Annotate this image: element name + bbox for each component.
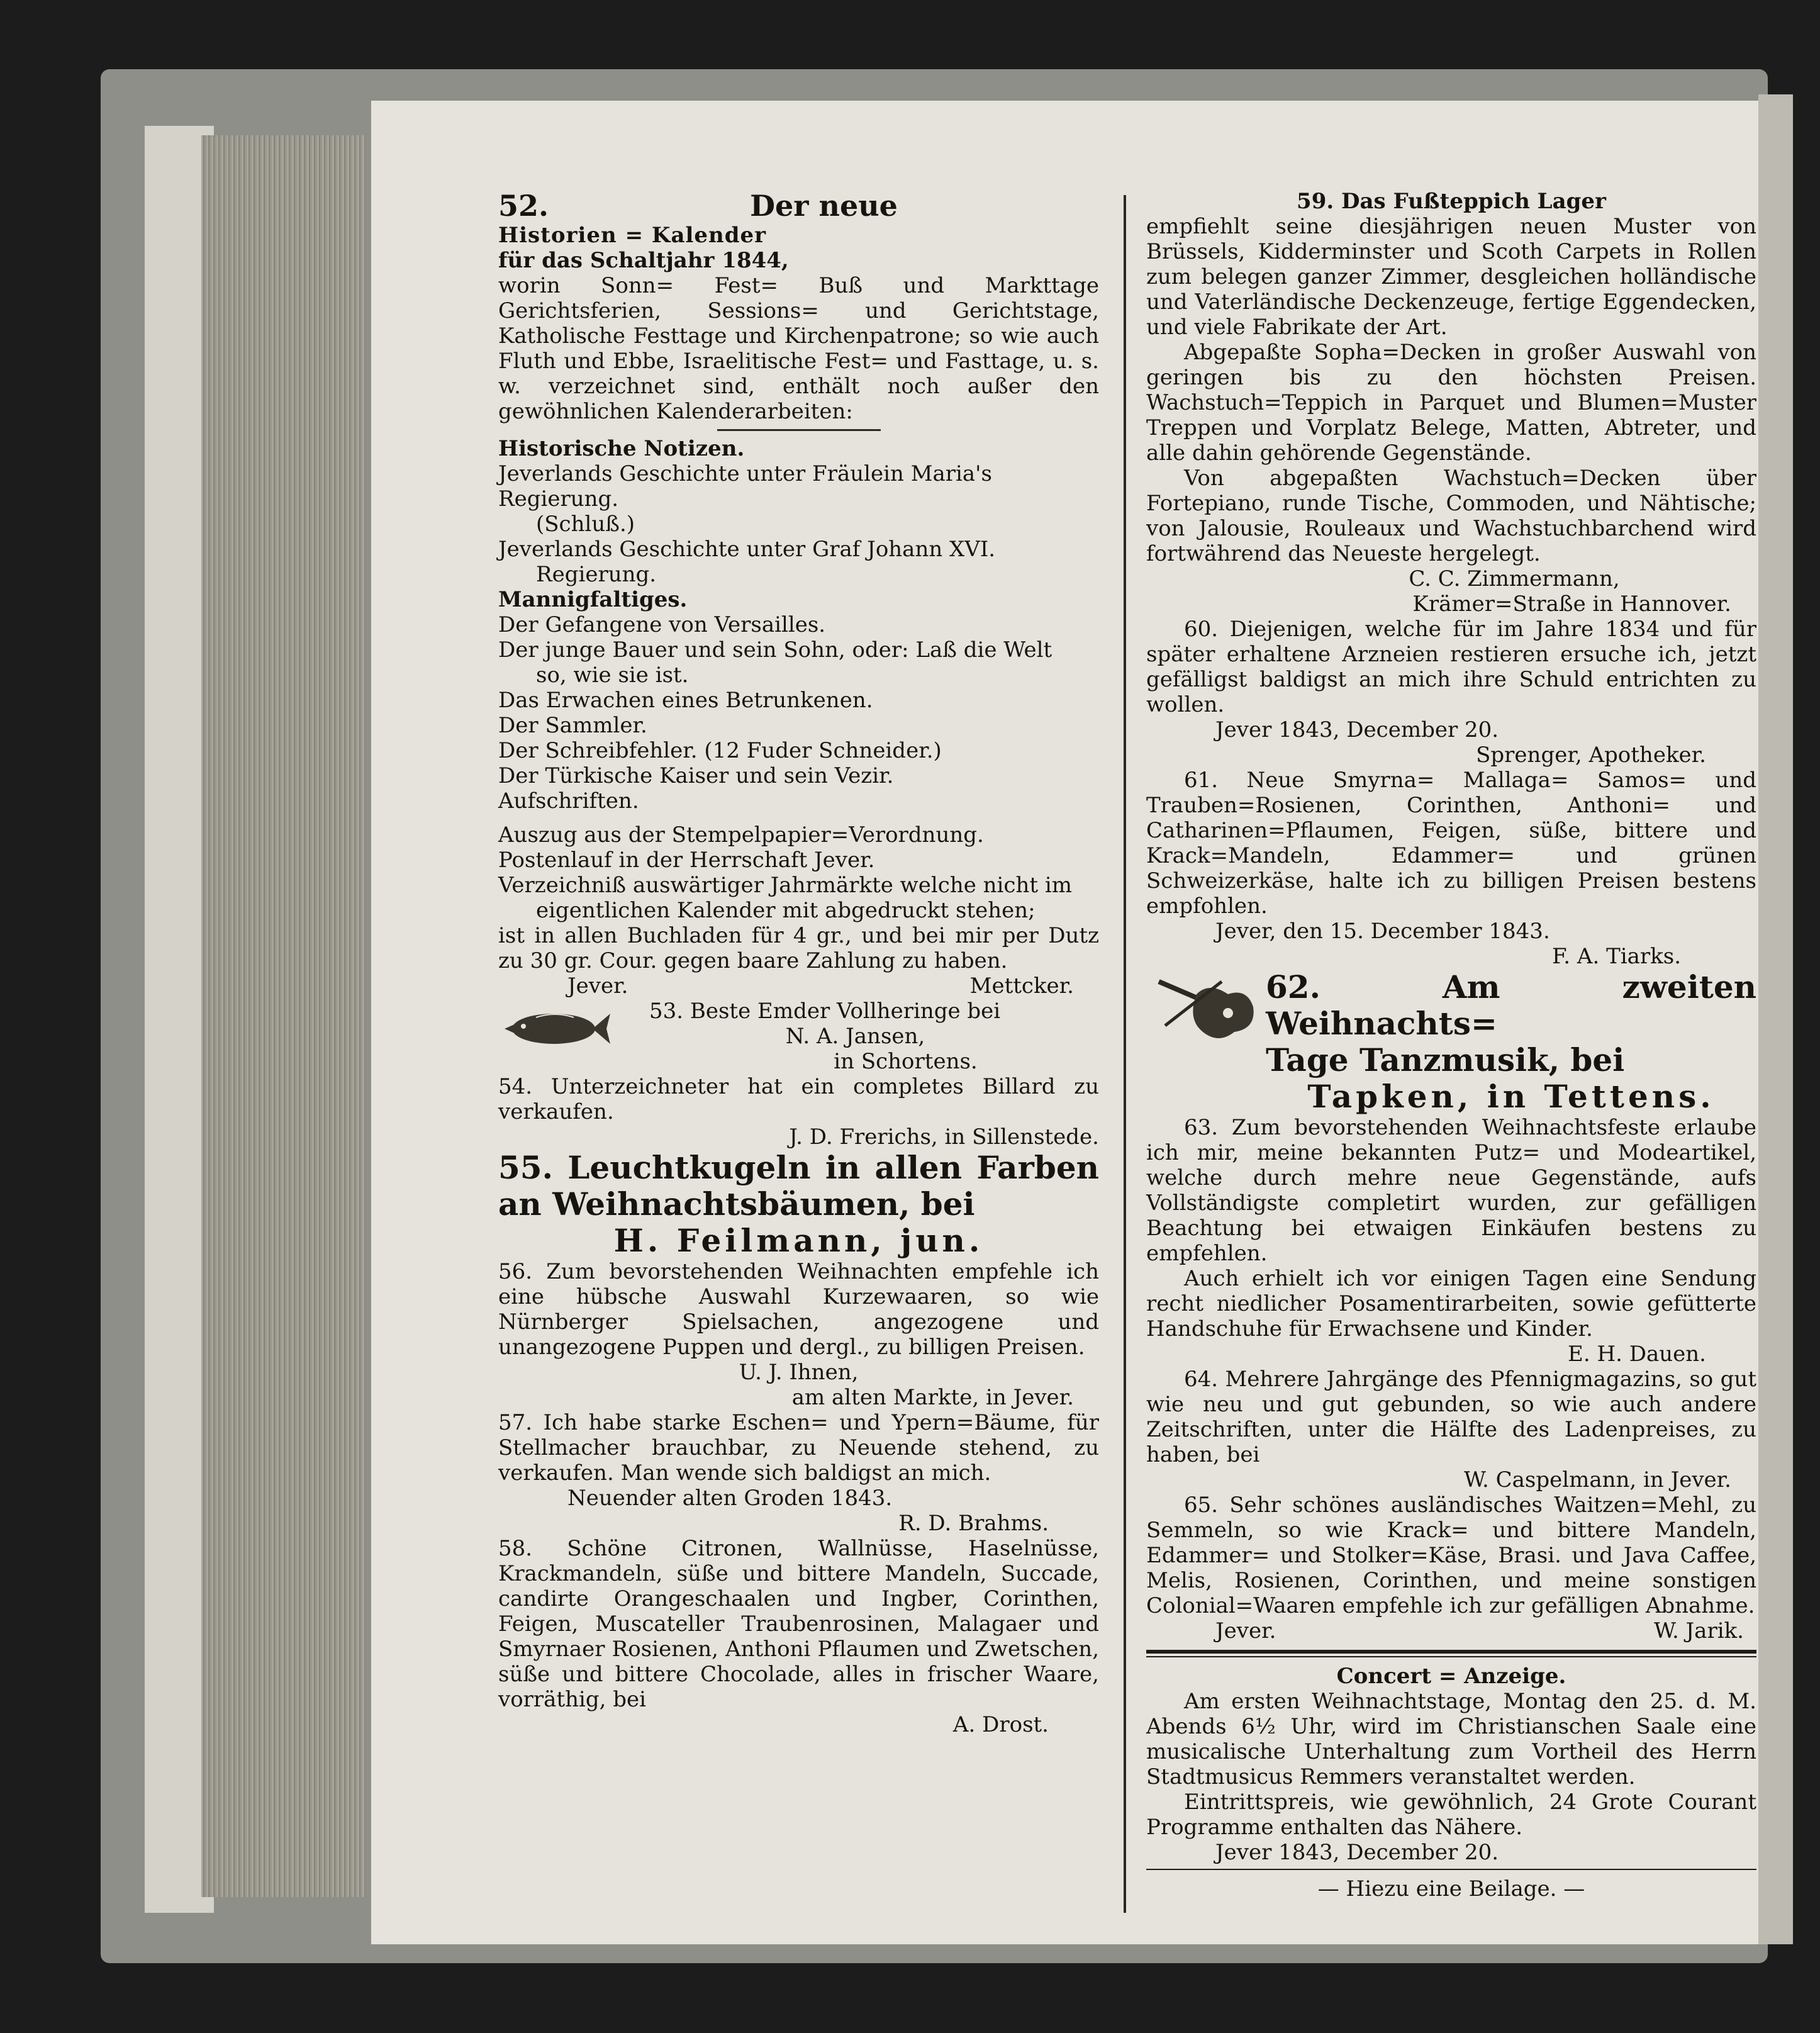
masthead-title: Historien = Kalender — [498, 223, 767, 248]
ad-place: in Schortens. — [834, 1049, 978, 1074]
list-item: (Schluß.) — [536, 512, 635, 537]
concert-title: Concert = Anzeige. — [1336, 1664, 1566, 1689]
miscellany-list — [498, 612, 1099, 814]
ad-60: 60. Diejenigen, welche für im Jahre 1834 und für später erhaltene Arzneien restieren ersuche ich, jetzt gefälligst baldigst an mich ihre Schuld entrichten zu wollen. — [1146, 617, 1756, 717]
page-stack-edge — [201, 135, 365, 1897]
ad-63-text: Auch erhielt ich vor einigen Tagen eine Sendung recht niedlicher Posamentirarbeiten, sowie gefütterte Handschuhe für Erwachsene und Kinder. — [1146, 1266, 1756, 1341]
ad-59-text: Abgepaßte Sopha=Decken in großer Auswahl von geringen bis zu den höchsten Preisen. Wachstuch=Teppich in Parquet und Blumen=Muster Treppen und Vorplatz Belege, Matten, Abtreter, und alle dahin gehörende Gegenstände. — [1146, 340, 1756, 466]
list-item: Auszug aus der Stempelpapier=Verordnung. — [498, 822, 984, 848]
ad-59-text: Von abgepaßten Wachstuch=Decken über Fortepiano, runde Tische, Commoden, und Nähtische; von Jalousie, Rouleaux und Wachstuchbarchend wird fortwährend das Neueste hergelegt. — [1146, 466, 1756, 566]
rule — [1146, 1656, 1756, 1657]
ad-56: 56. Zum bevorstehenden Weihnachten empfehle ich eine hübsche Auswahl Kurzewaaren, so wie Nürnberger Spielsachen, angezogene und unangezogene Puppen und dergl., zu billigen Preisen. — [498, 1259, 1099, 1360]
column-divider — [1124, 195, 1126, 1913]
ad-59-signature: C. C. Zimmermann, — [1409, 566, 1620, 591]
ad-55-signature: H. Feilmann, jun. — [613, 1222, 984, 1259]
list-item: Postenlauf in der Herrschaft Jever. — [498, 848, 875, 873]
masthead-subtitle: für das Schaltjahr 1844, — [498, 248, 789, 273]
list-item: Jeverlands Geschichte unter Fräulein Maria's Regierung. — [498, 461, 992, 512]
ad-55: 55. Leuchtkugeln in allen Farben an Weihnachtsbäumen, bei — [498, 1149, 1099, 1223]
list-item: Das Erwachen eines Betrunkenen. — [498, 688, 873, 713]
ad-65-place: Jever. — [1215, 1618, 1276, 1644]
ad-57: 57. Ich habe starke Eschen= und Ypern=Bäume, für Stellmacher brauchbar, zu Neuende stehend, zu verkaufen. Man wende sich baldigst an mich. — [498, 1410, 1099, 1486]
rule — [1146, 1650, 1756, 1654]
list-item: Verzeichniß auswärtiger Jahrmärkte welche nicht im — [498, 873, 1072, 898]
list-item: Der Sammler. — [498, 713, 647, 738]
list-item: eigentlichen Kalender mit abgedruckt stehen; — [536, 898, 1036, 923]
signature: Mettcker. — [969, 973, 1074, 999]
violin-icon — [1146, 969, 1266, 1053]
ad-53 — [498, 999, 1099, 1074]
rule — [1146, 1869, 1756, 1870]
list-item: Regierung. — [536, 562, 657, 587]
concert-date: Jever 1843, December 20. — [1215, 1840, 1499, 1865]
list-item: Der Gefangene von Versailles. — [498, 612, 826, 637]
ad-63: 63. Zum bevorstehenden Weihnachtsfeste erlaube ich mir, meine bekannten Putz= und Modeartikel, welche durch mehre neue Gegenstände, aufs Vollständigste completirt wurden, zur gefälligen Beachtung bei etwaigen Einkäufen bestens zu empfehlen. — [1146, 1115, 1756, 1266]
ad-name: N. A. Jansen, — [785, 1024, 925, 1049]
masthead-top — [498, 189, 1099, 223]
ad-59-text: empfiehlt seine diesjährigen neuen Muster von Brüssels, Kidderminster und Scoth Carpets in Rollen zum belegen ganzer Zimmer, desgleichen holländische und Vaterländische Deckenzeuge, fertige Eggendecken, und viele Fabrikate der Art. — [1146, 214, 1756, 340]
ad-61-date: Jever, den 15. December 1843. — [1215, 919, 1550, 944]
ad-64-signature: W. Caspelmann, in Jever. — [1463, 1467, 1731, 1493]
ad-number: 52. — [498, 189, 549, 223]
list-item: Der Schreibfehler. (12 Fuder Schneider.) — [498, 738, 942, 763]
page-footer: — Hiezu eine Beilage. — — [1317, 1876, 1585, 1901]
ad-58-signature: A. Drost. — [952, 1712, 1049, 1737]
ad-56-name: U. J. Ihnen, — [739, 1360, 859, 1385]
ad-59-title: 59. Das Fußteppich Lager — [1297, 189, 1606, 214]
list-item: Aufschriften. — [498, 788, 639, 814]
ad-text: 53. Beste Emder Vollheringe bei — [649, 999, 1001, 1024]
historical-list — [498, 461, 1099, 587]
price-line: ist in allen Buchladen für 4 gr., und bei mir per Dutz zu 30 gr. Cour. gegen baare Zahlung zu haben. — [498, 923, 1099, 973]
ad-64: 64. Mehrere Jahrgänge des Pfennigmagazins, so gut wie neu und gut gebunden, so wie auch andere Zeitschriften, unter die Hälfte des Ladenpreises, zu haben, bei — [1146, 1367, 1756, 1467]
section-historical-title: Historische Notizen. — [498, 436, 745, 461]
ad-65: 65. Sehr schönes ausländisches Waitzen=Mehl, zu Semmeln, so wie Krack= und bittere Mandeln, Edammer= und Stolker=Käse, Brasi. und Java Caffee, Melis, Rosienen, Corinthen, und meine sonstigen Colonial=Waaren empfehle ich zur gefälligen Abnahme. — [1146, 1493, 1756, 1618]
signature-row — [498, 973, 1099, 999]
ad-62 — [1146, 969, 1756, 1115]
fish-icon — [498, 999, 611, 1058]
ad-65-signature: W. Jarik. — [1653, 1618, 1744, 1644]
ad-58: 58. Schöne Citronen, Wallnüsse, Haselnüsse, Krackmandeln, süße und bittere Mandeln, Succade, candirte Orangeschaalen und Ingber, Corinthen, Feigen, Muscateller Traubenrosinen, Malagaer und Smyrnaer Rosienen, Anthoni Pflaumen und Zwetschen, süße und bittere Chocolade, alles in frischer Waare, vorräthig, bei — [498, 1536, 1099, 1712]
separator — [717, 429, 881, 431]
ad-61: 61. Neue Smyrna= Mallaga= Samos= und Trauben=Rosienen, Corinthen, Anthoni= und Catharinen=Pflaumen, Feigen, süße, bittere und Krack=Mandeln, Edammer= und grünen Schweizerkäse, halte ich zu billigen Preisen bestens empfohlen. — [1146, 768, 1756, 919]
list-item: Der junge Bauer und sein Sohn, oder: Laß die Welt — [498, 637, 1052, 663]
ad-62-line: Tapken, in Tettens. — [1307, 1078, 1715, 1115]
ad-63-signature: E. H. Dauen. — [1568, 1341, 1706, 1367]
ad-61-signature: F. A. Tiarks. — [1551, 944, 1681, 969]
ad-60-signature: Sprenger, Apotheker. — [1476, 742, 1706, 768]
masthead-pre: Der neue — [750, 189, 898, 223]
ad-54: 54. Unterzeichneter hat ein completes Billard zu verkaufen. — [498, 1074, 1099, 1124]
signature-row — [1146, 1618, 1756, 1644]
list-item: so, wie sie ist. — [536, 663, 689, 688]
ad-54-signature: J. D. Frerichs, in Sillenstede. — [789, 1124, 1099, 1150]
ad-57-place: Neuender alten Groden 1843. — [567, 1486, 893, 1511]
list-item: Der Türkische Kaiser und sein Vezir. — [498, 763, 894, 788]
concert-price: Eintrittspreis, wie gewöhnlich, 24 Grote Courant Programme enthalten das Nähere. — [1146, 1789, 1756, 1840]
ad-59-address: Krämer=Straße in Hannover. — [1412, 591, 1731, 617]
ad-60-date: Jever 1843, December 20. — [1215, 717, 1499, 742]
left-column — [498, 189, 1099, 1737]
ad-56-place: am alten Markte, in Jever. — [791, 1385, 1074, 1410]
list-item: Jeverlands Geschichte unter Graf Johann XVI. — [498, 537, 996, 562]
ad-62-line: 62. Am zweiten Weihnachts= — [1266, 968, 1756, 1042]
ad-57-signature: R. D. Brahms. — [898, 1511, 1049, 1536]
ad-62-line: Tage Tanzmusik, bei — [1266, 1041, 1625, 1078]
concert-text: Am ersten Weihnachtstage, Montag den 25. d. M. Abends 6½ Uhr, wird im Christianschen Saale eine musicalische Unterhaltung zum Vortheil des Herrn Stadtmusicus Remmers veranstaltet werden. — [1146, 1689, 1756, 1789]
section-miscellany-title: Mannigfaltiges. — [498, 587, 688, 612]
extras-list — [498, 822, 1099, 923]
calendar-intro: worin Sonn= Fest= Buß und Markttage Gerichtsferien, Sessions= und Gerichtstage, Katholische Festtage und Kirchenpatrone; so wie auch Fluth und Ebbe, Israelitische Fest= und Fasttage, u. s. w. verzeichnet sind, enthält noch außer den gewöhnlichen Kalenderarbeiten: — [498, 273, 1099, 424]
page-right-edge — [1758, 94, 1793, 1944]
place: Jever. — [567, 973, 628, 999]
right-column — [1146, 189, 1756, 1901]
